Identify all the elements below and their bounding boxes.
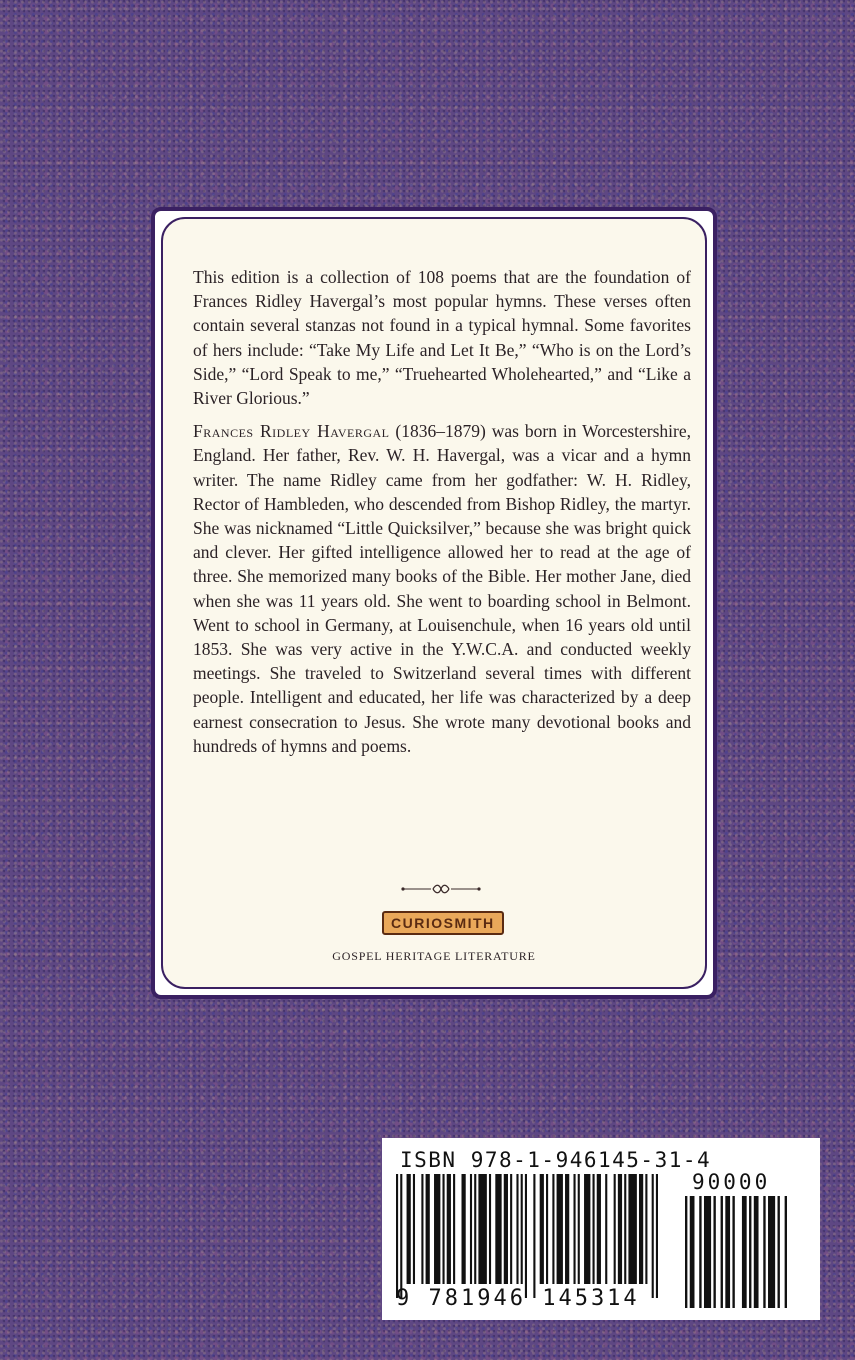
barcode-bar (597, 1174, 601, 1284)
barcode-bar (474, 1174, 476, 1284)
barcode-bar (421, 1174, 423, 1284)
author-name: Frances Ridley Havergal (193, 421, 390, 442)
barcode-bar (768, 1196, 775, 1308)
barcode-bar (721, 1196, 723, 1308)
barcode-bar (521, 1174, 523, 1284)
isbn-label: ISBN 978-1-946145-31-4 (400, 1148, 712, 1172)
barcode-bar (645, 1174, 647, 1284)
book-description: This edition is a collection of 108 poems that are the foundation of Frances Ridley Havergal’s most popular hymns. These verses often contain several stanzas not found in a typical hymnal. Some favorites of hers include: “Take My Life and Let It Be,” “Who is on the Lord’s Side,” “Lord Speak to me,” “Truehearted Wholehearted,” and “Like a River Glorious.” (193, 267, 691, 409)
barcode-bar (510, 1174, 512, 1284)
barcode-bar (462, 1174, 466, 1284)
barcode-bar (578, 1174, 580, 1284)
barcode-bar (426, 1174, 430, 1284)
barcode-bar (754, 1196, 759, 1308)
barcode-bar (447, 1174, 451, 1284)
barcode-bar (533, 1174, 535, 1298)
barcode-digits: 9 781946 145314 (396, 1286, 640, 1311)
barcode-bar (628, 1174, 636, 1284)
barcode-bar (778, 1196, 780, 1308)
barcode-bar (614, 1174, 616, 1284)
barcode-bar (495, 1174, 501, 1284)
isbn-barcode (382, 1138, 820, 1320)
barcode-bar (742, 1196, 747, 1308)
barcode-bar (690, 1196, 695, 1308)
barcode-bar (573, 1174, 575, 1284)
barcode-bar (639, 1174, 643, 1284)
barcode-addon-bars-icon (685, 1196, 787, 1308)
barcode-bar (552, 1174, 554, 1284)
barcode-bar (725, 1196, 730, 1308)
barcode-bar (453, 1174, 455, 1284)
barcode-bar (407, 1174, 411, 1284)
barcode-bar (593, 1174, 595, 1284)
barcode-bar (504, 1174, 508, 1284)
barcode-bar (605, 1174, 607, 1284)
author-biography (193, 419, 691, 758)
barcode-bar (434, 1174, 440, 1284)
barcode-bar (413, 1174, 415, 1284)
ornament-divider-icon (401, 883, 481, 895)
barcode-bar (618, 1174, 622, 1284)
barcode-bar (685, 1196, 687, 1308)
barcode-bar (704, 1196, 711, 1308)
barcode-bar (584, 1174, 590, 1284)
barcode-bar (540, 1174, 544, 1284)
barcode-bar (763, 1196, 765, 1308)
publisher-logo: CURIOSMITH (382, 911, 504, 935)
barcode-addon-digits: 90000 (692, 1170, 771, 1194)
imprint-label: GOSPEL HERITAGE LITERATURE (332, 949, 536, 963)
barcode-bar (624, 1174, 626, 1284)
barcode-bar (525, 1174, 527, 1298)
barcode-bar (652, 1174, 654, 1298)
barcode-bar (442, 1174, 444, 1284)
barcode-bar (713, 1196, 715, 1308)
author-biography-text: (1836–1879) was born in Worcestershire, England. Her father, Rev. W. H. Havergal, was a vicar and a hymn writer. The name Ridley came from her godfather: W. H. Ridley, Rector of Hambleden, who descended from Bishop Ridley, the martyr. She was nicknamed “Little Quicksilver,” because she was bright quick and clever. Her gifted intelligence allowed her to read at the age of three. She memorized many books of the Bible. Her mother Jane, died when she was 11 years old. She went to boarding school in Belmont. Went to school in Germany, at Louisenchule, when 16 years old until 1853. She was very active in the Y.W.C.A. and conducted weekly meetings. She traveled to Switzerland several times with different people. Intelligent and educated, her life was characterized by a deep earnest consecration to Jesus. She wrote many devotional books and hundreds of hymns and poems. (193, 421, 691, 756)
description-text (193, 265, 691, 767)
barcode-bar (785, 1196, 787, 1308)
barcode-bar (516, 1174, 518, 1284)
barcode-bar (656, 1174, 658, 1298)
barcode-bar (699, 1196, 701, 1308)
barcode-bar (400, 1174, 402, 1298)
barcode-bar (557, 1174, 563, 1284)
barcode-bar (732, 1196, 734, 1308)
barcode-bar (749, 1196, 751, 1308)
description-panel-inner (161, 217, 707, 989)
barcode-bars-icon (396, 1174, 658, 1298)
description-panel (151, 207, 717, 999)
barcode-bar (470, 1174, 472, 1284)
barcode-bar (489, 1174, 491, 1284)
barcode-bar (546, 1174, 548, 1284)
barcode-bar (396, 1174, 398, 1298)
barcode-bar (478, 1174, 486, 1284)
barcode-bar (565, 1174, 569, 1284)
